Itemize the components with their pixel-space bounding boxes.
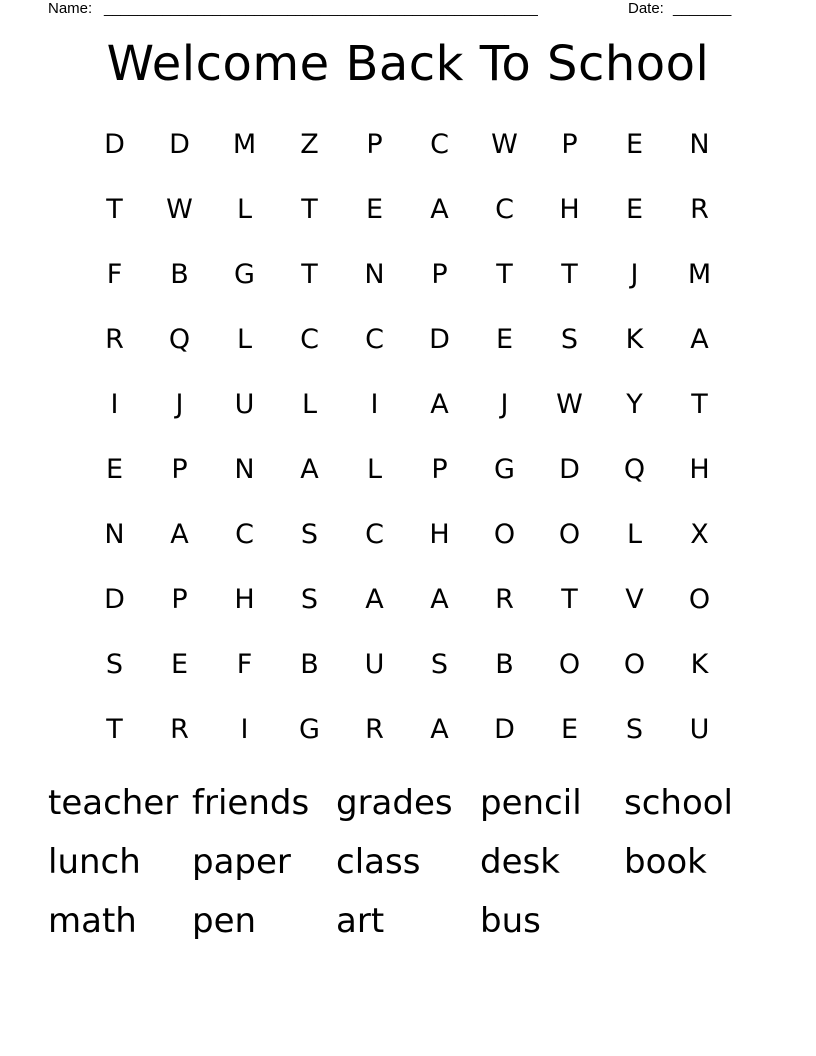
grid-letter: G: [494, 454, 515, 485]
grid-letter: S: [105, 649, 124, 680]
grid-letter: W: [556, 389, 583, 420]
grid-letter: P: [431, 259, 448, 290]
grid-letter: T: [691, 389, 708, 420]
grid-letter: A: [430, 584, 449, 615]
grid-letter: O: [493, 519, 516, 550]
grid-letter: K: [625, 324, 644, 355]
grid-letter: O: [623, 649, 646, 680]
word-bank-item: pencil: [480, 783, 582, 823]
grid-letter: B: [495, 649, 514, 680]
word-bank-item: lunch: [48, 842, 141, 882]
page-title: Welcome Back To School: [106, 36, 710, 92]
grid-letter: N: [364, 259, 385, 290]
grid-letter: Z: [300, 129, 319, 160]
grid-letter: R: [690, 194, 709, 225]
grid-letter: A: [690, 324, 709, 355]
grid-letter: A: [430, 389, 449, 420]
grid-letter: C: [365, 324, 384, 355]
grid-letter: T: [301, 194, 318, 225]
name-blank-line: ____________________________________________________: [104, 0, 538, 17]
grid-letter: O: [558, 649, 581, 680]
word-bank: [48, 777, 768, 954]
grid-letter: A: [430, 194, 449, 225]
grid-letter: C: [430, 129, 449, 160]
grid-letter: P: [171, 584, 188, 615]
grid-letter: E: [625, 194, 644, 225]
grid-letter: L: [236, 194, 253, 225]
grid-letter: E: [625, 129, 644, 160]
grid-letter: W: [166, 194, 193, 225]
grid-letter: T: [301, 259, 318, 290]
grid-letter: D: [104, 129, 125, 160]
grid-letter: D: [429, 324, 450, 355]
grid-letter: B: [170, 259, 189, 290]
grid-letter: I: [370, 389, 379, 420]
grid-letter: E: [170, 649, 189, 680]
grid-letter: H: [559, 194, 580, 225]
grid-letter: U: [234, 389, 255, 420]
grid-letter: J: [500, 389, 509, 420]
grid-letter: E: [105, 454, 124, 485]
grid-letter: C: [495, 194, 514, 225]
grid-letter: E: [560, 714, 579, 745]
grid-letter: U: [364, 649, 385, 680]
grid-letter: U: [689, 714, 710, 745]
grid-letter: P: [561, 129, 578, 160]
word-bank-item: grades: [336, 783, 453, 823]
grid-letter: A: [300, 454, 319, 485]
date-blank-line: _______: [673, 0, 732, 17]
grid-letter: P: [171, 454, 188, 485]
word-bank-item: school: [624, 783, 734, 823]
word-bank-item: art: [336, 901, 385, 941]
grid-letter: D: [169, 129, 190, 160]
grid-letter: J: [630, 259, 639, 290]
grid-letter: M: [687, 259, 712, 290]
grid-letter: E: [495, 324, 514, 355]
grid-letter: T: [561, 259, 578, 290]
grid-letter: L: [366, 454, 383, 485]
grid-letter: N: [234, 454, 255, 485]
name-label: Name:: [48, 0, 93, 17]
grid-letter: C: [365, 519, 384, 550]
grid-letter: S: [300, 519, 319, 550]
grid-letter: T: [106, 194, 123, 225]
grid-letter: D: [104, 584, 125, 615]
grid-letter: A: [170, 519, 189, 550]
grid-letter: D: [559, 454, 580, 485]
grid-letter: S: [430, 649, 449, 680]
grid-letter: L: [301, 389, 318, 420]
grid-letter: L: [236, 324, 253, 355]
grid-letter: T: [561, 584, 578, 615]
grid-letter: F: [106, 259, 123, 290]
word-bank-item: teacher: [48, 783, 179, 823]
worksheet-header: [48, 0, 748, 20]
grid-letter: S: [560, 324, 579, 355]
grid-letter: Q: [623, 454, 646, 485]
grid-letter: S: [625, 714, 644, 745]
grid-letter: C: [235, 519, 254, 550]
date-label: Date:: [628, 0, 664, 17]
grid-letter: N: [689, 129, 710, 160]
grid-letter: A: [365, 584, 384, 615]
letter-grid: [82, 112, 732, 762]
grid-letter: I: [110, 389, 119, 420]
grid-letter: X: [690, 519, 709, 550]
grid-letter: T: [106, 714, 123, 745]
grid-letter: S: [300, 584, 319, 615]
grid-letter: R: [105, 324, 124, 355]
word-bank-item: pen: [192, 901, 257, 941]
grid-letter: M: [232, 129, 257, 160]
grid-letter: B: [300, 649, 319, 680]
grid-letter: T: [496, 259, 513, 290]
grid-letter: E: [365, 194, 384, 225]
word-bank-item: class: [336, 842, 421, 882]
word-bank-item: book: [624, 842, 707, 882]
grid-letter: W: [491, 129, 518, 160]
grid-letter: H: [234, 584, 255, 615]
grid-letter: V: [625, 584, 644, 615]
grid-letter: P: [366, 129, 383, 160]
grid-letter: P: [431, 454, 448, 485]
grid-letter: C: [300, 324, 319, 355]
grid-letter: N: [104, 519, 125, 550]
grid-letter: Y: [626, 389, 643, 420]
grid-letter: F: [236, 649, 253, 680]
grid-letter: R: [170, 714, 189, 745]
grid-letter: Q: [168, 324, 191, 355]
word-bank-item: math: [48, 901, 137, 941]
word-bank-item: friends: [192, 783, 310, 823]
grid-letter: K: [690, 649, 709, 680]
grid-letter: H: [429, 519, 450, 550]
grid-letter: I: [240, 714, 249, 745]
grid-letter: O: [558, 519, 581, 550]
grid-letter: D: [494, 714, 515, 745]
grid-letter: H: [689, 454, 710, 485]
grid-letter: J: [175, 389, 184, 420]
word-bank-item: paper: [192, 842, 291, 882]
word-bank-item: desk: [480, 842, 560, 882]
word-bank-item: bus: [480, 901, 541, 941]
grid-letter: G: [299, 714, 320, 745]
grid-letter: A: [430, 714, 449, 745]
grid-letter: R: [495, 584, 514, 615]
grid-letter: L: [626, 519, 643, 550]
grid-letter: R: [365, 714, 384, 745]
grid-letter: G: [234, 259, 255, 290]
grid-letter: O: [688, 584, 711, 615]
